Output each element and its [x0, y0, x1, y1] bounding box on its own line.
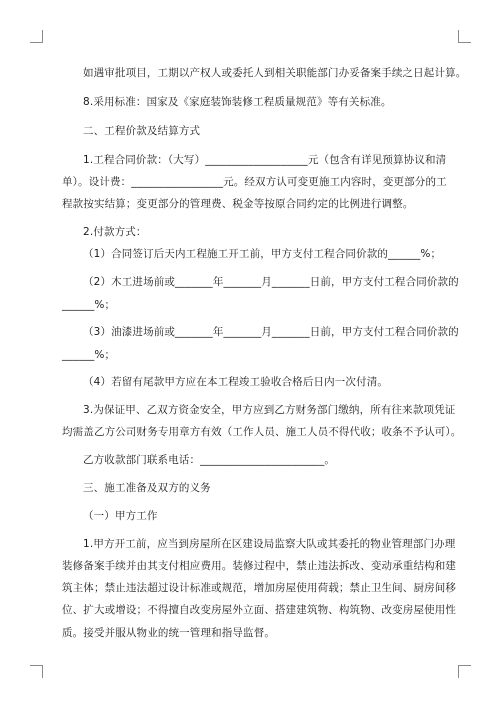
crop-mark-bottom-right: [458, 665, 471, 678]
paragraph-line: （3）油漆进场前或_______年_______月_______日前，甲方支付工程合同价款的: [83, 326, 459, 338]
section-heading: 三、施工准备及双方的义务: [83, 482, 211, 494]
paragraph-line: 8.采用标准：国家及《家庭装饰装修工程质量规范》等有关标准。: [83, 96, 392, 108]
paragraph-line: 如遇审批项目，工期以产权人或委托人到相关职能部门办妥备案手续之日起计算。: [83, 67, 467, 79]
paragraph-line: 3.为保证甲、乙双方资金安全，甲方应到乙方财务部门缴纳，所有往来款项凭证: [83, 404, 456, 416]
paragraph-line: 1.工程合同价款：（大写）___________________元（包含有详见预算协议和清: [83, 154, 447, 166]
paragraph-line: 质。接受并服从物业的统一管理和指导监督。: [62, 627, 275, 639]
crop-mark-top-right: [458, 30, 471, 43]
paragraph-line: 装修备案手续并由其支付相应费用。装修过程中，禁止违法拆改、变动承重结构和建: [62, 560, 457, 572]
paragraph-line: ______%；: [62, 349, 116, 361]
paragraph-line: （1）合同签订后天内工程施工开工前，甲方支付工程合同价款的______%；: [83, 248, 442, 260]
crop-mark-top-left: [30, 30, 43, 43]
paragraph-line: 乙方收款部门联系电话：_______________________。: [83, 454, 335, 466]
paragraph-line: 程款按实结算；变更部分的管理费、税金等按原合同约定的比例进行调整。: [62, 198, 414, 210]
paragraph-line: 均需盖乙方公司财务专用章方有效（工作人员、施工人员不得代收；收条不予认可）。: [62, 426, 462, 438]
subsection-heading: （一）甲方工作: [83, 510, 158, 522]
crop-mark-bottom-left: [30, 665, 43, 678]
paragraph-line: 2.付款方式：: [83, 226, 147, 238]
paragraph-line: 筑主体；禁止违法超过设计标准或规范，增加房屋使用荷载；禁止卫生间、厨房间移: [62, 582, 457, 594]
paragraph-line: 单）。设计费：_________________元。经双方认可变更施工内容时，变更部分的工: [62, 176, 447, 188]
section-heading: 二、工程价款及结算方式: [83, 125, 201, 137]
paragraph-line: 1.甲方开工前，应当到房屋所在区建设局监察大队或其委托的物业管理部门办理: [83, 538, 456, 550]
paragraph-line: （2）木工进场前或_______年_______月_______日前，甲方支付工程合同价款的: [83, 276, 459, 288]
paragraph-line: 位、扩大或增设；不得擅自改变房屋外立面、搭建建筑物、构筑物、改变房屋使用性: [62, 604, 457, 616]
paragraph-line: ______%；: [62, 299, 116, 311]
paragraph-line: （4）若留有尾款甲方应在本工程竣工验收合格后日内一次付清。: [83, 376, 389, 388]
